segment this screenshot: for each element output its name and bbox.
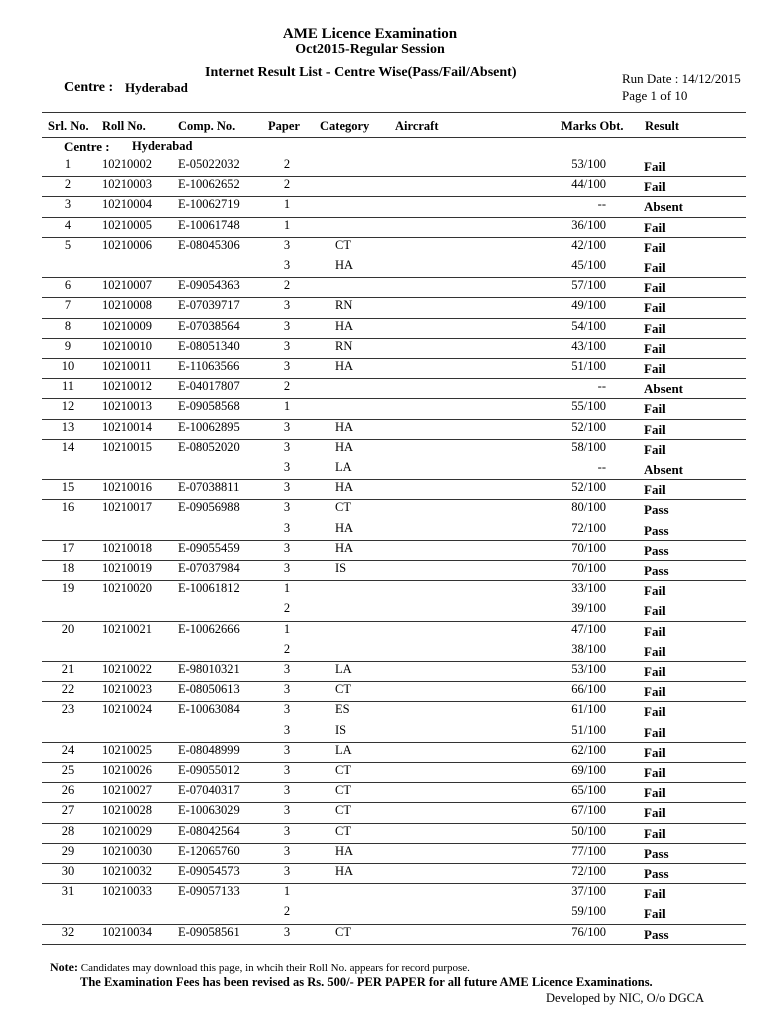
col-header-aircraft: Aircraft (395, 119, 439, 133)
cell-category: CT (335, 823, 351, 838)
cell-roll-no: 10210006 (102, 237, 152, 252)
cell-srl-no: 10 (61, 359, 75, 373)
cell-srl-no: 16 (61, 500, 75, 515)
cell-roll-no: 10210012 (102, 379, 152, 394)
cell-comp-no: E-09056988 (178, 500, 240, 515)
cell-paper: 3 (283, 682, 291, 697)
cell-roll-no: 10210016 (102, 480, 152, 495)
cell-srl-no: 29 (61, 843, 75, 858)
group-centre-label: Centre : (64, 139, 110, 154)
col-header-srl: Srl. No. (48, 119, 89, 133)
cell-marks: 70/100 (571, 561, 606, 575)
col-header-roll: Roll No. (102, 119, 146, 133)
cell-comp-no: E-11063566 (178, 359, 240, 373)
cell-paper: 2 (283, 904, 291, 919)
cell-marks: 77/100 (571, 843, 606, 858)
cell-paper: 3 (283, 258, 291, 272)
cell-roll-no: 10210034 (102, 924, 152, 939)
cell-roll-no: 10210023 (102, 682, 152, 697)
header-rule-top (42, 112, 746, 113)
cell-result: Fail (644, 280, 666, 296)
cell-marks: 72/100 (571, 864, 606, 878)
cell-result: Absent (644, 381, 684, 397)
cell-marks: 59/100 (571, 904, 606, 919)
cell-comp-no: E-07038564 (178, 318, 240, 333)
cell-result: Fail (644, 219, 666, 235)
cell-marks: 69/100 (571, 763, 606, 777)
cell-paper: 3 (283, 561, 291, 575)
cell-result: Fail (644, 684, 666, 700)
cell-category: HA (335, 540, 354, 555)
cell-paper: 3 (283, 439, 291, 454)
cell-marks: 33/100 (571, 581, 606, 596)
cell-paper: 2 (283, 601, 291, 616)
cell-roll-no: 10210026 (102, 763, 152, 777)
exam-title: AME Licence Examination (282, 26, 458, 42)
cell-paper: 3 (283, 338, 291, 353)
cell-marks: 57/100 (571, 278, 606, 293)
col-header-paper: Paper (268, 119, 300, 133)
cell-paper: 3 (283, 419, 291, 434)
cell-srl-no: 14 (61, 439, 75, 454)
cell-roll-no: 10210019 (102, 561, 152, 575)
cell-roll-no: 10210008 (102, 298, 152, 313)
page-info: Page 1 of 10 (622, 88, 688, 103)
cell-comp-no: E-12065760 (178, 843, 240, 858)
cell-category: HA (335, 439, 354, 454)
cell-srl-no: 25 (61, 763, 75, 777)
cell-result: Fail (644, 421, 666, 437)
cell-result: Fail (644, 886, 666, 902)
cell-paper: 2 (283, 278, 291, 293)
cell-category: CT (335, 763, 351, 777)
cell-marks: 65/100 (571, 783, 606, 798)
cell-comp-no: E-10062895 (178, 419, 240, 434)
cell-paper: 3 (283, 864, 291, 878)
cell-roll-no: 10210013 (102, 399, 152, 414)
cell-comp-no: E-09055012 (178, 763, 240, 777)
cell-comp-no: E-09054573 (178, 864, 240, 878)
cell-srl-no: 27 (61, 803, 75, 818)
cell-comp-no: E-08042564 (178, 823, 240, 838)
cell-roll-no: 10210015 (102, 439, 152, 454)
cell-result: Fail (644, 179, 666, 195)
cell-comp-no: E-10063084 (178, 702, 240, 717)
list-title: Internet Result List - Centre Wise(Pass/Fail/Absent) (205, 65, 517, 80)
cell-srl-no: 1 (64, 157, 72, 171)
cell-srl-no: 28 (61, 823, 75, 838)
cell-category: RN (335, 338, 353, 353)
cell-roll-no: 10210007 (102, 278, 152, 293)
cell-srl-no: 15 (61, 480, 75, 495)
footer-note (50, 960, 470, 975)
cell-category: CT (335, 500, 351, 515)
cell-result: Absent (644, 199, 684, 215)
cell-comp-no: E-08050613 (178, 682, 240, 697)
cell-comp-no: E-08052020 (178, 439, 240, 454)
col-header-marks: Marks Obt. (561, 119, 624, 133)
cell-marks: 38/100 (571, 641, 606, 656)
cell-marks: 80/100 (571, 500, 606, 515)
cell-result: Pass (644, 926, 669, 942)
cell-marks: 52/100 (571, 419, 606, 434)
cell-result: Fail (644, 906, 666, 922)
centre-name: Hyderabad (125, 80, 188, 95)
cell-result: Fail (644, 300, 666, 316)
cell-category: HA (335, 864, 354, 878)
cell-result: Absent (644, 462, 684, 477)
cell-marks: 36/100 (571, 217, 606, 232)
developed-by: Developed by NIC, O/o DGCA (546, 991, 704, 1005)
cell-roll-no: 10210004 (102, 197, 152, 212)
cell-roll-no: 10210021 (102, 621, 152, 636)
cell-srl-no: 8 (64, 318, 72, 333)
cell-paper: 3 (283, 742, 291, 757)
cell-comp-no: E-08048999 (178, 742, 240, 757)
cell-category: ES (335, 702, 350, 717)
cell-comp-no: E-04017807 (178, 379, 240, 394)
cell-marks: 53/100 (571, 157, 606, 171)
cell-paper: 3 (283, 823, 291, 838)
cell-srl-no: 2 (64, 177, 72, 192)
cell-paper: 3 (283, 298, 291, 313)
cell-srl-no: 23 (61, 702, 75, 717)
cell-marks: 42/100 (571, 237, 606, 252)
cell-result: Fail (644, 664, 666, 679)
cell-comp-no: E-10063029 (178, 803, 240, 818)
session-name: Oct2015-Regular Session (295, 42, 445, 57)
cell-srl-no: 12 (61, 399, 75, 414)
cell-roll-no: 10210029 (102, 823, 152, 838)
cell-comp-no: E-10061748 (178, 217, 240, 232)
cell-result: Pass (644, 563, 669, 578)
cell-paper: 3 (283, 540, 291, 555)
cell-result: Fail (644, 805, 666, 821)
cell-roll-no: 10210011 (102, 359, 152, 373)
cell-result: Pass (644, 542, 669, 558)
cell-roll-no: 10210020 (102, 581, 152, 596)
cell-category: RN (335, 298, 353, 313)
row-divider (42, 944, 746, 945)
cell-result: Fail (644, 744, 666, 760)
cell-paper: 3 (283, 803, 291, 818)
cell-srl-no: 20 (61, 621, 75, 636)
cell-result: Pass (644, 845, 669, 861)
cell-result: Fail (644, 583, 666, 599)
cell-roll-no: 10210032 (102, 864, 152, 878)
cell-paper: 1 (283, 621, 291, 636)
cell-comp-no: E-09057133 (178, 884, 240, 899)
cell-roll-no: 10210022 (102, 662, 152, 676)
cell-paper: 3 (283, 702, 291, 717)
cell-roll-no: 10210005 (102, 217, 152, 232)
cell-paper: 3 (283, 318, 291, 333)
cell-roll-no: 10210017 (102, 500, 152, 515)
cell-comp-no: E-05022032 (178, 157, 240, 171)
cell-paper: 3 (283, 843, 291, 858)
cell-srl-no: 31 (61, 884, 75, 899)
cell-marks: 55/100 (571, 399, 606, 414)
cell-paper: 2 (283, 177, 291, 192)
cell-roll-no: 10210002 (102, 157, 152, 171)
cell-marks: 62/100 (571, 742, 606, 757)
cell-result: Fail (644, 260, 666, 275)
centre-label: Centre : (64, 80, 114, 95)
cell-category: CT (335, 237, 351, 252)
col-header-result: Result (645, 119, 680, 133)
cell-marks: 50/100 (571, 823, 606, 838)
cell-srl-no: 6 (64, 278, 72, 293)
col-header-category: Category (320, 119, 370, 133)
cell-comp-no: E-10062719 (178, 197, 240, 212)
cell-srl-no: 22 (61, 682, 75, 697)
cell-paper: 3 (283, 763, 291, 777)
cell-category: HA (335, 318, 354, 333)
cell-comp-no: E-09058568 (178, 399, 240, 414)
group-centre-name: Hyderabad (132, 139, 193, 153)
cell-srl-no: 24 (61, 742, 75, 757)
cell-srl-no: 18 (61, 561, 75, 575)
cell-paper: 2 (283, 157, 291, 171)
cell-srl-no: 13 (61, 419, 75, 434)
cell-result: Fail (644, 825, 666, 841)
cell-paper: 3 (283, 520, 291, 535)
cell-marks: 54/100 (571, 318, 606, 333)
cell-paper: 3 (283, 359, 291, 373)
cell-result: Fail (644, 623, 666, 639)
cell-marks: 47/100 (571, 621, 606, 636)
cell-result: Fail (644, 239, 666, 255)
cell-paper: 1 (283, 217, 291, 232)
cell-category: CT (335, 783, 351, 798)
cell-paper: 2 (283, 379, 291, 394)
cell-marks: 70/100 (571, 540, 606, 555)
cell-marks: -- (597, 460, 606, 474)
cell-srl-no: 30 (61, 864, 75, 878)
cell-marks: 51/100 (571, 722, 606, 737)
cell-roll-no: 10210018 (102, 540, 152, 555)
cell-result: Fail (644, 765, 666, 780)
cell-srl-no: 7 (64, 298, 72, 313)
cell-comp-no: E-10062652 (178, 177, 240, 192)
cell-roll-no: 10210003 (102, 177, 152, 192)
cell-category: HA (335, 843, 354, 858)
cell-paper: 1 (283, 399, 291, 414)
cell-result: Fail (644, 482, 666, 498)
cell-category: HA (335, 419, 354, 434)
cell-result: Fail (644, 603, 666, 619)
cell-roll-no: 10210030 (102, 843, 152, 858)
cell-marks: 66/100 (571, 682, 606, 697)
cell-result: Fail (644, 401, 666, 417)
cell-comp-no: E-09058561 (178, 924, 240, 939)
cell-comp-no: E-09054363 (178, 278, 240, 293)
cell-roll-no: 10210025 (102, 742, 152, 757)
cell-category: HA (335, 359, 354, 373)
cell-category: HA (335, 520, 354, 535)
cell-srl-no: 19 (61, 581, 75, 596)
cell-roll-no: 10210010 (102, 338, 152, 353)
cell-comp-no: E-09055459 (178, 540, 240, 555)
cell-category: CT (335, 924, 351, 939)
cell-srl-no: 11 (61, 379, 75, 394)
cell-result: Fail (644, 724, 666, 740)
cell-comp-no: E-10062666 (178, 621, 240, 636)
cell-srl-no: 17 (61, 540, 75, 555)
cell-marks: 52/100 (571, 480, 606, 495)
cell-result: Fail (644, 340, 666, 356)
cell-srl-no: 9 (64, 338, 72, 353)
cell-result: Pass (644, 522, 669, 538)
cell-marks: 53/100 (571, 662, 606, 676)
cell-roll-no: 10210027 (102, 783, 152, 798)
cell-paper: 1 (283, 884, 291, 899)
col-header-comp: Comp. No. (178, 119, 236, 133)
cell-result: Fail (644, 361, 666, 376)
cell-srl-no: 4 (64, 217, 72, 232)
cell-category: LA (335, 662, 352, 676)
cell-marks: 49/100 (571, 298, 606, 313)
cell-result: Fail (644, 704, 666, 720)
cell-paper: 3 (283, 237, 291, 252)
cell-marks: 39/100 (571, 601, 606, 616)
cell-marks: -- (597, 379, 606, 394)
note-text: Candidates may download this page, in whcih their Roll No. appears for record purpose. (80, 962, 470, 974)
cell-marks: -- (597, 197, 606, 212)
cell-paper: 1 (283, 581, 291, 596)
cell-marks: 45/100 (571, 258, 606, 272)
cell-roll-no: 10210009 (102, 318, 152, 333)
cell-paper: 3 (283, 500, 291, 515)
cell-paper: 2 (283, 641, 291, 656)
cell-srl-no: 21 (61, 662, 75, 676)
fees-notice: The Examination Fees has been revised as Rs. 500/- PER PAPER for all future AME Licence Examinations. (80, 975, 653, 989)
cell-category: HA (335, 480, 354, 495)
cell-result: Fail (644, 441, 666, 457)
cell-paper: 3 (283, 924, 291, 939)
cell-paper: 3 (283, 722, 291, 737)
cell-marks: 61/100 (571, 702, 606, 717)
cell-category: CT (335, 803, 351, 818)
cell-marks: 72/100 (571, 520, 606, 535)
cell-comp-no: E-07038811 (178, 480, 240, 495)
cell-marks: 67/100 (571, 803, 606, 818)
cell-roll-no: 10210028 (102, 803, 152, 818)
cell-roll-no: 10210014 (102, 419, 152, 434)
cell-marks: 43/100 (571, 338, 606, 353)
cell-comp-no: E-07037984 (178, 561, 240, 575)
cell-category: CT (335, 682, 351, 697)
cell-comp-no: E-08051340 (178, 338, 240, 353)
cell-category: LA (335, 742, 352, 757)
cell-category: IS (335, 722, 347, 737)
cell-result: Fail (644, 159, 666, 174)
cell-paper: 3 (283, 480, 291, 495)
cell-category: HA (335, 258, 354, 272)
cell-srl-no: 32 (61, 924, 75, 939)
cell-comp-no: E-98010321 (178, 662, 240, 676)
cell-paper: 3 (283, 662, 291, 676)
run-date: Run Date : 14/12/2015 (622, 71, 741, 86)
cell-srl-no: 26 (61, 783, 75, 798)
cell-result: Fail (644, 785, 666, 801)
cell-paper: 3 (283, 460, 291, 474)
cell-comp-no: E-07039717 (178, 298, 240, 313)
cell-category: LA (335, 460, 352, 474)
cell-result: Pass (644, 502, 669, 518)
cell-comp-no: E-08045306 (178, 237, 240, 252)
cell-srl-no: 5 (64, 237, 72, 252)
cell-marks: 44/100 (571, 177, 606, 192)
cell-roll-no: 10210033 (102, 884, 152, 899)
cell-comp-no: E-07040317 (178, 783, 240, 798)
header-rule-bottom (42, 137, 746, 138)
cell-comp-no: E-10061812 (178, 581, 240, 596)
cell-roll-no: 10210024 (102, 702, 152, 717)
cell-paper: 3 (283, 783, 291, 798)
cell-marks: 37/100 (571, 884, 606, 899)
cell-marks: 51/100 (571, 359, 606, 373)
note-label: Note: (50, 960, 78, 974)
cell-result: Pass (644, 866, 669, 881)
cell-marks: 76/100 (571, 924, 606, 939)
cell-srl-no: 3 (64, 197, 72, 212)
cell-result: Fail (644, 320, 666, 336)
cell-category: IS (335, 561, 347, 575)
cell-marks: 58/100 (571, 439, 606, 454)
cell-paper: 1 (283, 197, 291, 212)
cell-result: Fail (644, 643, 666, 659)
